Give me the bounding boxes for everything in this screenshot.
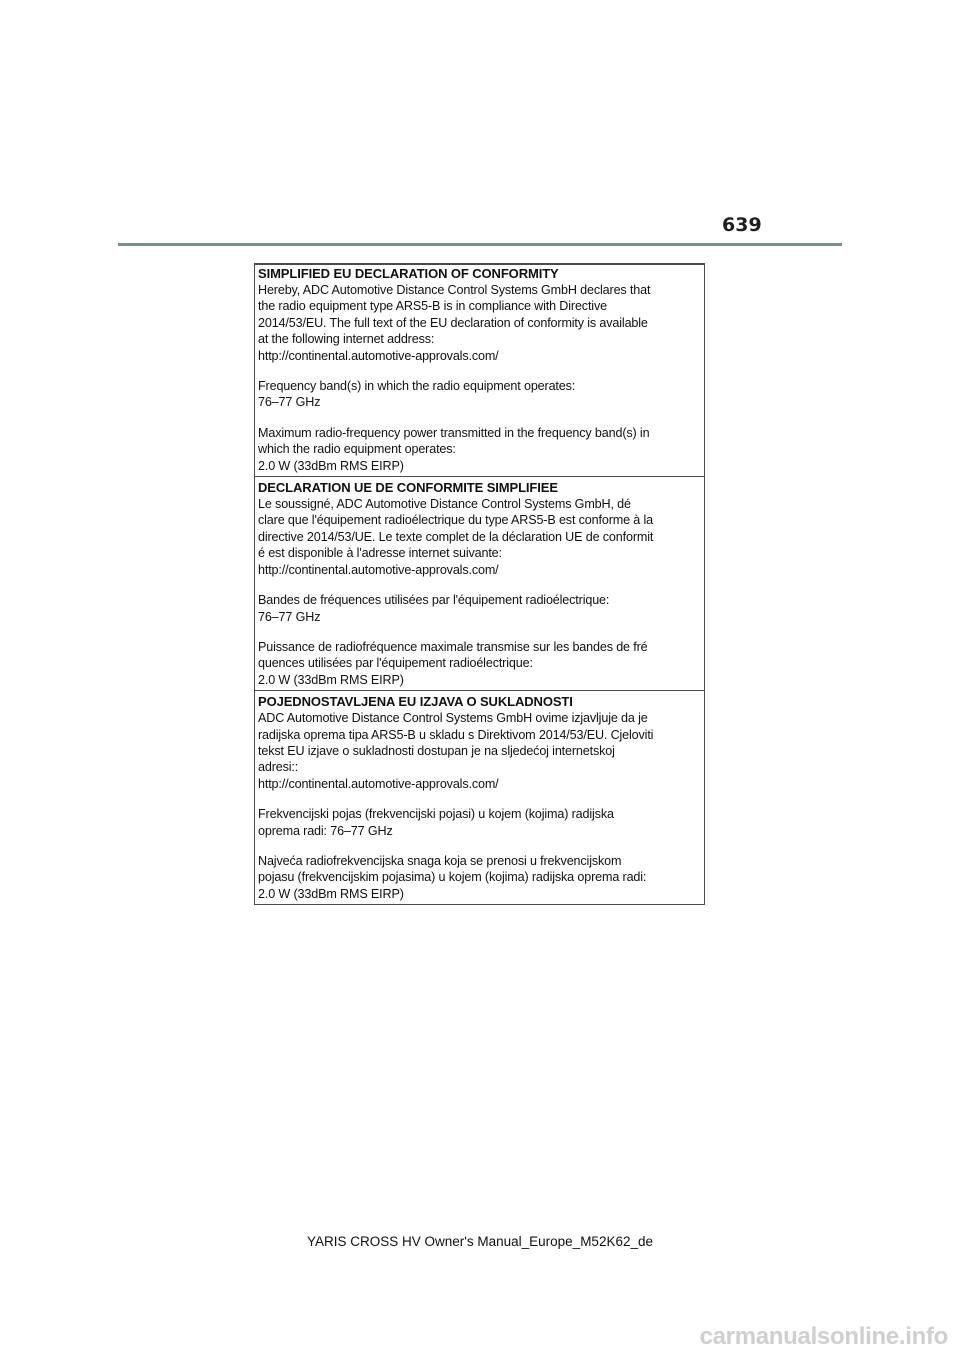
declaration-line: adresi:: — [258, 760, 299, 775]
declaration-line: Le soussigné, ADC Automotive Distance Control Systems GmbH, dé — [258, 497, 631, 512]
power-line: pojasu (frekvencijskim pojasima) u kojem (kojima) radijska oprema radi: — [258, 870, 647, 885]
section-heading: SIMPLIFIED EU DECLARATION OF CONFORMITY — [258, 266, 559, 281]
declaration-line: ADC Automotive Distance Control Systems GmbH ovime izjavljuje da je — [258, 711, 648, 726]
paragraph-gap — [258, 364, 702, 378]
paragraph-gap — [258, 839, 702, 853]
declaration-line: é est disponible à l'adresse internet suivante: — [258, 546, 502, 561]
power-line: which the radio equipment operates: — [258, 442, 456, 457]
page-number: 639 — [722, 214, 762, 236]
frequency-line: Frekvencijski pojas (frekvencijski pojasi) u kojem (kojima) radijska — [258, 807, 614, 822]
paragraph-gap — [258, 578, 702, 592]
manual-footer: YARIS CROSS HV Owner's Manual_Europe_M52K62_de — [307, 1234, 653, 1249]
section-heading: DECLARATION UE DE CONFORMITE SIMPLIFIEE — [258, 480, 558, 496]
declaration-line: tekst EU izjave o sukladnosti dostupan je na sljedećoj internetskoj — [258, 743, 615, 758]
section-croatian — [255, 691, 704, 904]
declaration-url: http://continental.automotive-approvals.com/ — [258, 562, 499, 577]
declaration-line: directive 2014/53/UE. Le texte complet de la déclaration UE de conformit — [258, 529, 654, 544]
power-value: 2.0 W (33dBm RMS EIRP) — [258, 672, 404, 687]
power-line: Maximum radio-frequency power transmitted in the frequency band(s) in — [258, 425, 650, 440]
frequency-value: oprema radi: 76–77 GHz — [258, 823, 393, 838]
section-english — [255, 263, 704, 477]
paragraph-gap — [258, 411, 702, 425]
declaration-line: Hereby, ADC Automotive Distance Control Systems GmbH declares that — [258, 283, 651, 297]
section-heading: POJEDNOSTAVLJENA EU IZJAVA O SUKLADNOSTI — [258, 694, 573, 710]
site-watermark: carmanualsonline.info — [699, 1323, 948, 1350]
frequency-value: 76–77 GHz — [258, 609, 321, 624]
paragraph-gap — [258, 625, 702, 639]
power-line: Najveća radiofrekvencijska snaga koja se prenosi u frekvencijskom — [258, 853, 622, 868]
frequency-value: 76–77 GHz — [258, 395, 321, 410]
paragraph-gap — [258, 792, 702, 806]
declaration-line: the radio equipment type ARS5-B is in compliance with Directive — [258, 299, 607, 314]
power-value: 2.0 W (33dBm RMS EIRP) — [258, 886, 404, 901]
power-line: quences utilisées par l'équipement radioélectrique: — [258, 656, 533, 671]
frequency-line: Bandes de fréquences utilisées par l'équipement radioélectrique: — [258, 593, 610, 608]
box-top-edge — [254, 263, 705, 265]
declaration-url: http://continental.automotive-approvals.com/ — [258, 348, 499, 363]
declaration-box — [254, 263, 705, 905]
declaration-line: radijska oprema tipa ARS5-B u skladu s Direktivom 2014/53/EU. Cjeloviti — [258, 727, 654, 742]
section-french — [255, 477, 704, 691]
declaration-line: at the following internet address: — [258, 332, 435, 347]
frequency-line: Frequency band(s) in which the radio equipment operates: — [258, 379, 576, 394]
declaration-line: 2014/53/EU. The full text of the EU declaration of conformity is available — [258, 315, 648, 330]
declaration-url: http://continental.automotive-approvals.com/ — [258, 776, 499, 791]
header-rule — [118, 243, 842, 246]
power-value: 2.0 W (33dBm RMS EIRP) — [258, 458, 404, 473]
power-line: Puissance de radiofréquence maximale transmise sur les bandes de fré — [258, 639, 648, 654]
declaration-line: clare que l'équipement radioélectrique du type ARS5-B est conforme à la — [258, 513, 653, 528]
